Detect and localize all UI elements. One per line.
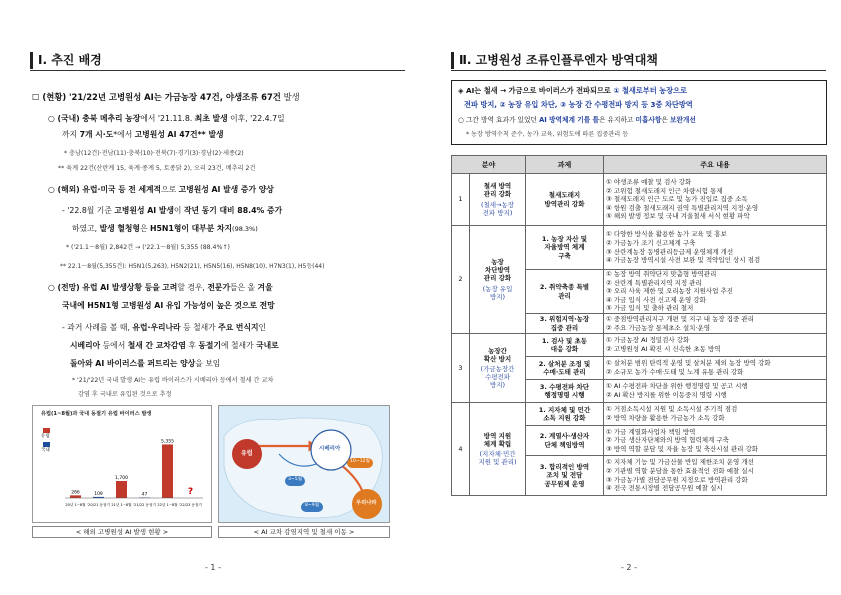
area-title: 농장 차단방역 관리 강화	[483, 258, 512, 283]
legend-label-europe: 유럽	[41, 434, 50, 439]
task-name: 2. 살처분 조정 및 수매·도태 관리	[526, 357, 604, 380]
task-items	[604, 357, 827, 380]
list-item: ③ 철새도래지 인근 도로 및 농가 진입로 집중 소독	[606, 195, 748, 204]
chart-tick-label: 20년 1~8월	[65, 503, 86, 507]
list-item: ① 가금농장 AI 정밀검사 강화	[606, 336, 690, 345]
row-area	[470, 334, 526, 403]
outlook-line-5: 돌아와 AI 바이러스를 퍼트리는 양상을 보임	[70, 359, 221, 368]
plan-table	[451, 155, 827, 496]
chart-data-label: 5,355	[161, 439, 174, 445]
map-label-korea: 우리나라	[356, 500, 377, 506]
chart-data-label: 109	[94, 491, 103, 497]
migration-map	[218, 405, 390, 523]
list-item: ⑤ 해외 발생 정보 및 국내 겨울철새 서식 현황 파악	[606, 212, 750, 221]
row-number: 4	[452, 403, 470, 496]
list-item: ① 중점방역관리지구 개편 및 지구 내 농장 집중 관리	[606, 314, 754, 323]
list-item: ① 살처분 범위 탄력적 운영 및 살처분 제외 농장 방역 강화	[606, 359, 771, 368]
list-item: ② 기관별 역할 분담을 통한 효율적인 전화 예찰 실시	[606, 466, 754, 475]
task-items	[604, 456, 827, 496]
legend-label-domestic: 국내	[41, 448, 50, 453]
list-item: ① 농장 방역 취약단지 맞춤형 방역관리	[606, 270, 717, 279]
map-label-autumn: 10~12월	[350, 459, 370, 464]
map-label-spring: 3~5월	[288, 477, 303, 482]
list-item: ② 소규모 농가 수매·도태 및 노계 유통 관리 강화	[606, 368, 744, 376]
list-item: ③ 방역 역할 분담 및 자율 농장 및 축산시설 관리 강화	[606, 444, 759, 453]
list-item: ② AI 확산 방지를 위한 이동중지 명령 시행	[606, 391, 727, 399]
page-number-1: - 1 -	[205, 563, 221, 572]
list-item: ② 방역 차량을 활용한 가금농가 소독 강화	[606, 414, 725, 422]
task-name: 철새도래지 방역관리 강화	[526, 174, 604, 226]
list-item: ② 고위험 철새도래지 인근 차량시험 통제	[606, 186, 723, 195]
area-subtitle: (지자체·민간 지원 및 관리)	[478, 450, 517, 467]
chart-canvas	[33, 406, 211, 522]
footnote-5: * '21/'22년 국내 발생 AI는 유럽 바이러스가 시베리아 등에서 철새 간 교차	[72, 377, 274, 384]
task-name: 2. 계열사·생산자 단체 책임방역	[526, 426, 604, 456]
task-items	[604, 314, 827, 334]
chart-bar	[162, 444, 173, 498]
row-number: 2	[452, 226, 470, 334]
task-items	[604, 334, 827, 357]
section-title-2: Ⅱ. 고병원성 조류인플루엔자 방역대책	[451, 52, 826, 71]
list-item: ④ 가금 입식 사전 신고제 운영 강화	[606, 295, 706, 304]
chart-tick-label: '20/21 동절기	[87, 503, 110, 507]
task-name: 3. 합리적인 방역 조치 및 전담 공무원제 운영	[526, 456, 604, 496]
list-item: ① 지자체 기능 및 가금산물 반입 제한조치 운영 개선	[606, 458, 754, 467]
footnote-1: * 충남(12건)·전남(11)·충북(10)·전북(7)·경기(3)·경남(2)·세종(2)	[64, 150, 244, 157]
area-subtitle: (가금농장간 수평전파 방지)	[480, 364, 515, 390]
outlook-line-3: - 과거 사례를 볼 때, 유럽·우리나라 등 철새가 주요 번식지인	[62, 323, 267, 332]
area-subtitle: (철새→농장 전파 방지)	[480, 200, 515, 217]
row-number: 1	[452, 174, 470, 226]
list-item: ② 가금 생산자단체와의 방역 협력체계 구축	[606, 436, 729, 445]
chart-tick-label: '22/23 동절기	[179, 503, 202, 507]
list-item: ③ 가금농가별 전담공무원 지정으로 방역관리 강화	[606, 475, 748, 484]
task-name: 1. 지자체 및 민간 소독 지원 강화	[526, 403, 604, 426]
list-item: ② 가금농가 조기 신고체계 구축	[606, 238, 696, 247]
table-row	[452, 334, 827, 357]
task-name: 3. 위험지역·농장 집중 관리	[526, 314, 604, 334]
page-right	[421, 0, 841, 595]
task-items	[604, 174, 827, 226]
footnote-4: ** 22.1～8월(5,355건): H5N1(5,263), H5N2(21), H5N5(16), H5N8(10), H7N3(1), H5등(44)	[60, 263, 325, 270]
chart-tick-label: 21년 1~8월	[111, 503, 132, 507]
th-task: 과제	[526, 156, 604, 174]
summary-line-2: 전파 방지, ② 농장 유입 차단, ③ 농장 간 수평전파 방지 등 3중 차단방역	[464, 100, 693, 109]
area-title: 방역 지원 체계 확립	[483, 431, 512, 448]
area-title: 농장간 확산 방지	[483, 346, 512, 363]
chart-tick-label: '21/22 동절기	[133, 503, 156, 507]
list-item: ④ 가금농장 방역시설 사전 보완 및 적약입인 상시 점검	[606, 256, 761, 265]
map-label-summer: 8~9월	[305, 503, 320, 508]
footnote-2: ** 육계 22건(산란계 15, 육계·종계 5, 토종닭 2), 오리 23건, 메추리 2건	[58, 165, 256, 172]
caption-map: < AI 교차 감염지역 및 철새 이동 >	[218, 526, 390, 538]
list-item: ① 야생조류 예찰 및 검사 강화	[606, 178, 692, 187]
task-name: 3. 수평전파 차단 행정명령 시행	[526, 380, 604, 403]
list-item: ① 가금 계열화사업자 책임 방역	[606, 427, 696, 436]
table-header	[452, 156, 827, 174]
task-items	[604, 380, 827, 403]
chart-title: 유럽(1~8월)과 국내 동절기 유럽 바이러스 발생	[41, 411, 152, 417]
task-name: 2. 취약축종 특별 관리	[526, 270, 604, 314]
th-area: 분야	[452, 156, 526, 174]
page-number-2: - 2 -	[621, 563, 637, 572]
list-item: ④ 항원 검출 철새도래지 권역 특별관리지역 지정·운영	[606, 203, 759, 212]
overseas-line-1: ○ (해외) 유럽·미국 등 전 세계적으로 고병원성 AI 발생 증가 양상	[48, 185, 274, 194]
task-items	[604, 226, 827, 270]
chart-data-label: ?	[187, 487, 194, 497]
table-row	[452, 226, 827, 270]
th-content: 주요 내용	[604, 156, 827, 174]
chart-data-label: 1,700	[115, 476, 128, 481]
list-item: ① 다양한 방식을 활용한 농가 교육 및 홍보	[606, 230, 727, 239]
footnote-3: * ('21.1～8월) 2,842건 → ('22.1～8월) 5,355 (88.4%↑)	[66, 244, 230, 251]
list-item: ② 산란계 특별관리지역 지정 관리	[606, 278, 702, 287]
list-item: ⑤ 가금 입식 및 출하 관리 철저	[606, 304, 694, 313]
outlook-line-2: 국내에 H5N1형 고병원성 AI 유입 가능성이 높은 것으로 전망	[62, 301, 275, 310]
outlook-line-1: ○ (전망) 유럽 AI 발생상황 등을 고려할 경우, 전문가들은 올 겨울	[48, 283, 273, 292]
area-subtitle: (농장 유입 방지)	[482, 284, 513, 301]
area-title: 철새 방역 관리 강화	[483, 182, 512, 199]
domestic-line-1: ○ (국내) 충북 메추리 농장에서 '21.11.8. 최초 발생 이후, '22.4.7일	[48, 114, 285, 123]
status-heading: ☐ (현황) '21/22년 고병원성 AI는 가금농장 47건, 야생조류 67건 발생	[32, 92, 300, 102]
overseas-line-2: - '22.8월 기준 고병원성 AI 발생이 작년 동기 대비 88.4% 증가	[62, 206, 283, 215]
row-area	[470, 403, 526, 496]
list-item: ④ 전국 전통시장별 전담공무원 예찰 실시	[606, 484, 723, 493]
chart-bar	[70, 495, 81, 498]
page-left	[0, 0, 420, 595]
task-items	[604, 270, 827, 314]
row-number: 3	[452, 334, 470, 403]
ai-outbreak-chart	[32, 405, 212, 523]
table-row	[452, 403, 827, 426]
chart-data-label: 266	[71, 490, 80, 496]
task-items	[604, 426, 827, 456]
chart-bar	[116, 481, 127, 498]
task-name: 1. 검사 및 초동 대응 강화	[526, 334, 604, 357]
row-area	[470, 174, 526, 226]
list-item: ① 거점소독시설 지원 및 소독시설 주기적 점검	[606, 405, 738, 414]
task-items	[604, 403, 827, 426]
outlook-line-4: 시베리아 등에서 철새 간 교차감염 후 동절기에 철새가 국내로	[70, 341, 279, 350]
chart-data-label: 47	[141, 492, 148, 498]
map-label-europe: 유럽	[241, 450, 253, 457]
summary-box	[451, 80, 827, 145]
row-area	[470, 226, 526, 334]
caption-chart: < 해외 고병원성 AI 발생 현황 >	[32, 526, 212, 538]
list-item: ③ 오리 사육 제한 및 오리농장 지원사업 추진	[606, 287, 734, 296]
chart-tick-label: 22년 1~8월	[157, 503, 178, 507]
list-item: ② 고병원성 AI 확진 시 신속한 초동 방역	[606, 345, 721, 353]
domestic-line-2: 까지 7개 시·도*에서 고병원성 AI 47건** 발생	[62, 130, 224, 139]
list-item: ② 주요 가금농장 통제초소 설치·운영	[606, 323, 711, 332]
map-label-siberia: 시베리아	[319, 446, 341, 452]
table-row	[452, 174, 827, 226]
task-name: 1. 농장 자산 및 자율방역 체계 구축	[526, 226, 604, 270]
section-title-1: Ⅰ. 추진 배경	[30, 52, 405, 71]
summary-line-4: * 농장 방역수칙 준수, 농가 교육, 위험도에 따른 집중관리 등	[466, 131, 629, 138]
overseas-line-3: 하였고, 발생 혈청형은 H5N1형이 대부분 차지(98.3%)	[72, 224, 258, 233]
summary-line-1: ◈ AI는 철새 → 가금으로 바이러스가 전파되므로 ① 철새로부터 농장으로	[458, 86, 687, 95]
footnote-6: 감염 후 국내로 유입된 것으로 추정	[78, 391, 172, 398]
list-item: ③ 산란계농장 동병관리등급제 운영체계 개선	[606, 247, 734, 256]
summary-line-3: ○ 그간 방역 효과가 있었던 AI 방역체계 기틀 틀은 유지하고 미흡사항은 보완개선	[458, 116, 696, 124]
list-item: ① AI 수평전파 차단을 위한 행정명령 및 공고 시행	[606, 382, 748, 391]
